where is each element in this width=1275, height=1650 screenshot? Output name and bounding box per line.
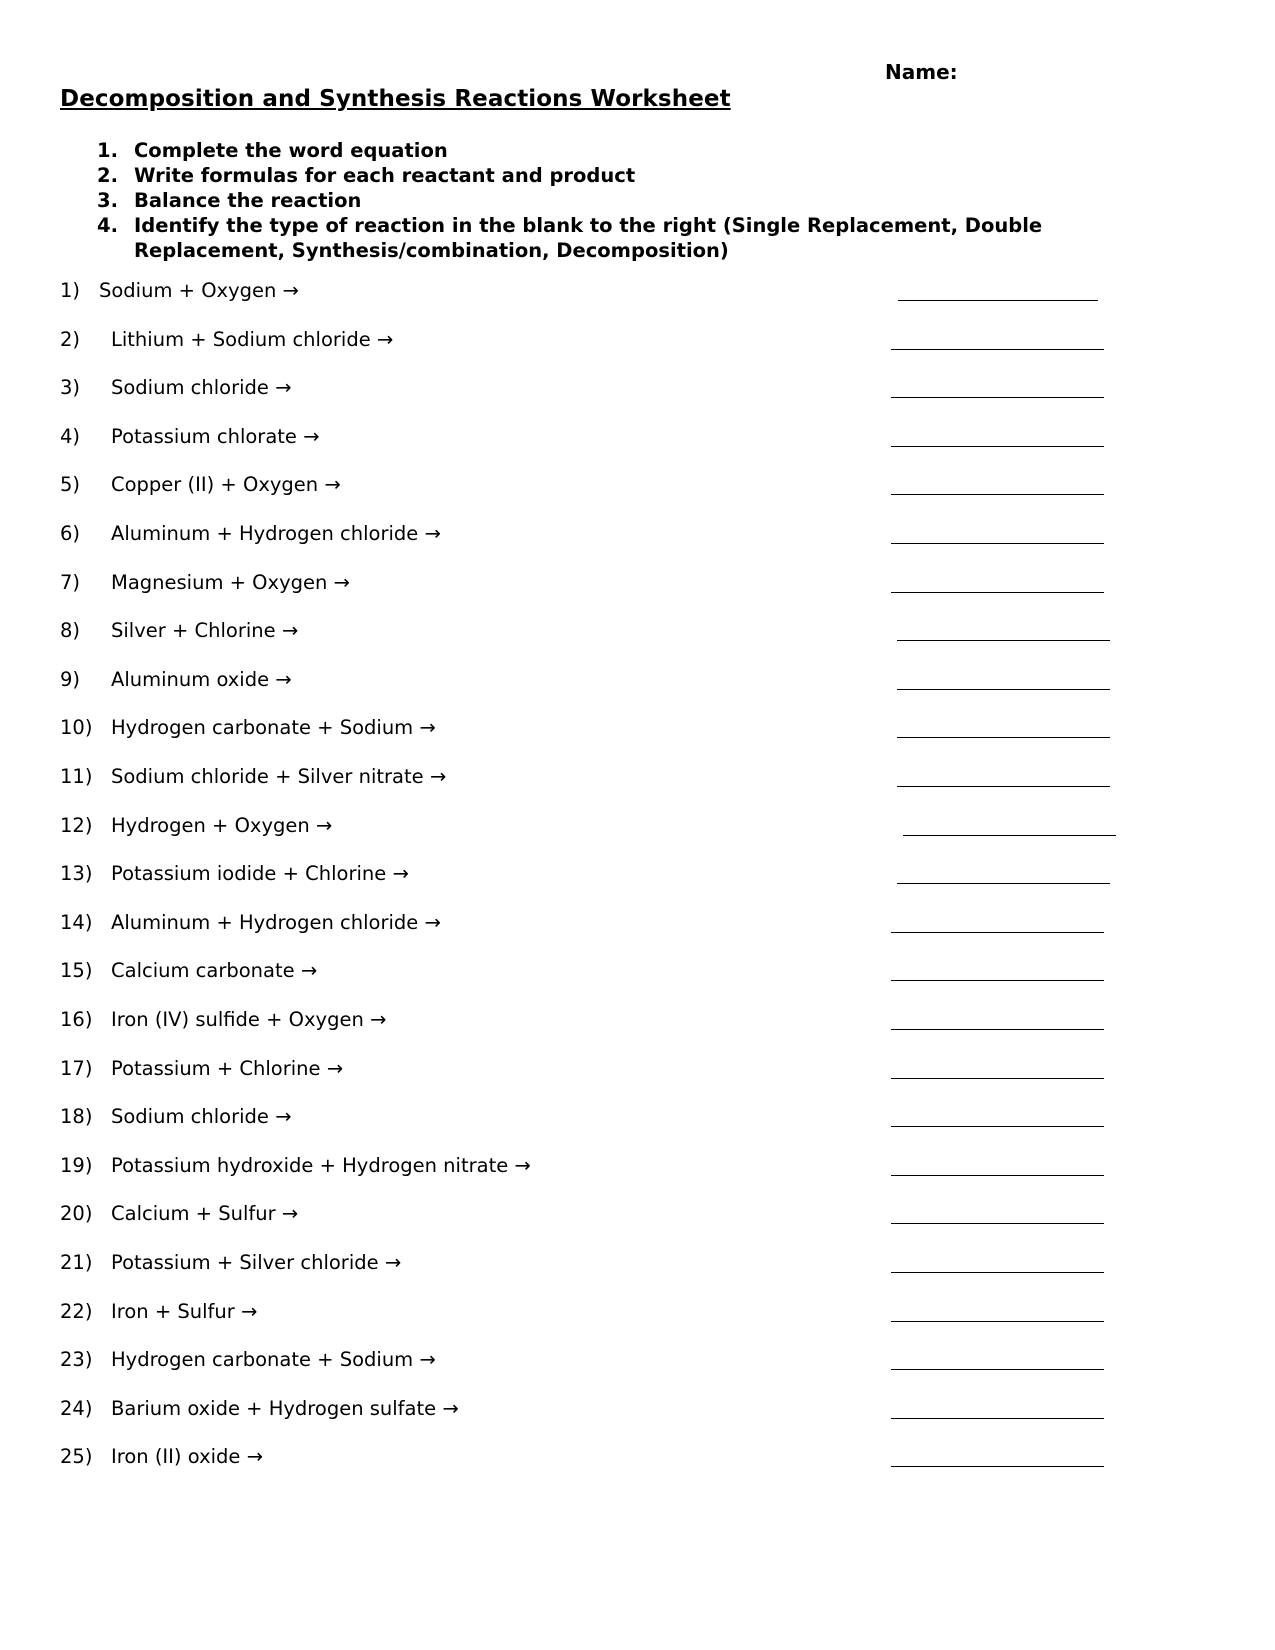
instruction-text: Identify the type of reaction in the blank to the right (Single Replacement, Double Replacement, Synthesis/combination, Decomposition) [134, 214, 1043, 262]
word-equation: Potassium hydroxide + Hydrogen nitrate → [111, 1153, 531, 1177]
word-equation: Potassium iodide + Chlorine → [111, 862, 409, 886]
problem-number: 21) [60, 1251, 93, 1274]
reaction-type-blank[interactable] [891, 1321, 1104, 1322]
problem-row [60, 908, 1180, 938]
word-equation: Copper (II) + Oxygen → [111, 473, 341, 497]
reaction-type-blank[interactable] [897, 786, 1110, 787]
instruction-number: 1. [97, 139, 118, 162]
word-equation: Potassium + Chlorine → [111, 1056, 344, 1080]
problem-number: 11) [60, 765, 93, 788]
word-equation: Sodium chloride → [111, 376, 292, 400]
reaction-type-blank[interactable] [897, 737, 1110, 738]
problem-number: 19) [60, 1153, 93, 1177]
reaction-type-blank[interactable] [891, 494, 1104, 495]
problem-row [60, 422, 1180, 452]
problem-row [60, 373, 1180, 403]
reaction-type-blank[interactable] [891, 980, 1104, 981]
reaction-type-blank[interactable] [903, 835, 1116, 836]
problem-number: 5) [60, 473, 81, 497]
reaction-type-blank[interactable] [891, 592, 1104, 593]
problem-row [60, 470, 1180, 500]
word-equation: Potassium chlorate → [111, 424, 320, 448]
problem-number: 20) [60, 1202, 93, 1226]
reaction-type-blank[interactable] [897, 640, 1110, 641]
problem-row [60, 616, 1180, 646]
instruction-number: 3. [97, 189, 118, 212]
problem-row [60, 568, 1180, 598]
instruction-text: Write formulas for each reactant and product [134, 164, 636, 187]
word-equation: Calcium + Sulfur → [111, 1202, 299, 1226]
problem-row [60, 1345, 1180, 1375]
problem-number: 1) [60, 279, 81, 302]
problem-number: 14) [60, 910, 93, 934]
instruction-text: Balance the reaction [134, 189, 362, 212]
word-equation: Sodium chloride + Silver nitrate → [111, 765, 447, 788]
word-equation: Hydrogen carbonate + Sodium → [111, 1348, 436, 1372]
problem-row [60, 956, 1180, 986]
problem-number: 25) [60, 1445, 93, 1469]
problem-number: 15) [60, 959, 93, 983]
problem-number: 13) [60, 862, 93, 886]
word-equation: Hydrogen carbonate + Sodium → [111, 716, 436, 740]
instruction-text: Complete the word equation [134, 139, 448, 162]
word-equation: Magnesium + Oxygen → [111, 570, 350, 594]
word-equation: Iron (II) oxide → [111, 1445, 263, 1469]
word-equation: Aluminum + Hydrogen chloride → [111, 522, 441, 545]
problem-number: 4) [60, 424, 81, 448]
problem-number: 22) [60, 1299, 93, 1323]
name-label: Name: [885, 60, 958, 84]
word-equation: Silver + Chlorine → [111, 619, 299, 643]
problem-number: 3) [60, 376, 81, 400]
word-equation: Barium oxide + Hydrogen sulfate → [111, 1396, 459, 1420]
problem-number: 24) [60, 1396, 93, 1420]
reaction-type-blank[interactable] [891, 1223, 1104, 1224]
reaction-type-blank[interactable] [891, 1029, 1104, 1030]
problem-row [60, 1005, 1180, 1035]
reaction-type-blank[interactable] [891, 397, 1104, 398]
instruction-number: 2. [97, 164, 118, 187]
instruction-number: 4. [97, 214, 118, 237]
reaction-type-blank[interactable] [891, 1466, 1104, 1467]
reaction-type-blank[interactable] [898, 300, 1098, 301]
problem-row [60, 859, 1180, 889]
problem-row [60, 325, 1180, 355]
problem-number: 10) [60, 716, 93, 740]
problem-row [60, 811, 1180, 841]
reaction-type-blank[interactable] [891, 1369, 1104, 1370]
problem-row [60, 276, 1180, 306]
problem-row [60, 1151, 1180, 1181]
problem-number: 18) [60, 1105, 93, 1129]
word-equation: Sodium + Oxygen → [99, 279, 299, 302]
problem-number: 8) [60, 619, 81, 643]
reaction-type-blank[interactable] [891, 1078, 1104, 1079]
word-equation: Calcium carbonate → [111, 959, 318, 983]
reaction-type-blank[interactable] [891, 349, 1104, 350]
problem-row [60, 1199, 1180, 1229]
problem-number: 6) [60, 522, 81, 545]
word-equation: Aluminum + Hydrogen chloride → [111, 910, 441, 934]
reaction-type-blank[interactable] [897, 689, 1110, 690]
word-equation: Potassium + Silver chloride → [111, 1251, 402, 1274]
problem-row [60, 1394, 1180, 1424]
word-equation: Hydrogen + Oxygen → [111, 813, 333, 837]
worksheet-title: Decomposition and Synthesis Reactions Worksheet [60, 86, 731, 112]
reaction-type-blank[interactable] [891, 1175, 1104, 1176]
problem-row [60, 1442, 1180, 1472]
problem-row [60, 1054, 1180, 1084]
word-equation: Aluminum oxide → [111, 667, 292, 691]
problem-row [60, 1102, 1180, 1132]
problem-row [60, 665, 1180, 695]
problem-number: 17) [60, 1056, 93, 1080]
word-equation: Sodium chloride → [111, 1105, 292, 1129]
reaction-type-blank[interactable] [891, 543, 1104, 544]
problem-row [60, 1297, 1180, 1327]
reaction-type-blank[interactable] [897, 883, 1110, 884]
problem-number: 7) [60, 570, 81, 594]
problem-row [60, 1248, 1180, 1278]
problem-number: 16) [60, 1008, 93, 1031]
problem-number: 23) [60, 1348, 93, 1372]
reaction-type-blank[interactable] [891, 1272, 1104, 1273]
word-equation: Iron (IV) sulfide + Oxygen → [111, 1008, 387, 1031]
word-equation: Lithium + Sodium chloride → [111, 327, 394, 351]
problem-row [60, 762, 1180, 792]
problem-row [60, 519, 1180, 549]
problem-row [60, 713, 1180, 743]
problem-number: 2) [60, 327, 81, 351]
reaction-type-blank[interactable] [891, 1418, 1104, 1419]
word-equation: Iron + Sulfur → [111, 1299, 258, 1323]
reaction-type-blank[interactable] [891, 1126, 1104, 1127]
problem-number: 9) [60, 667, 81, 691]
problem-number: 12) [60, 813, 93, 837]
reaction-type-blank[interactable] [891, 446, 1104, 447]
reaction-type-blank[interactable] [891, 932, 1104, 933]
